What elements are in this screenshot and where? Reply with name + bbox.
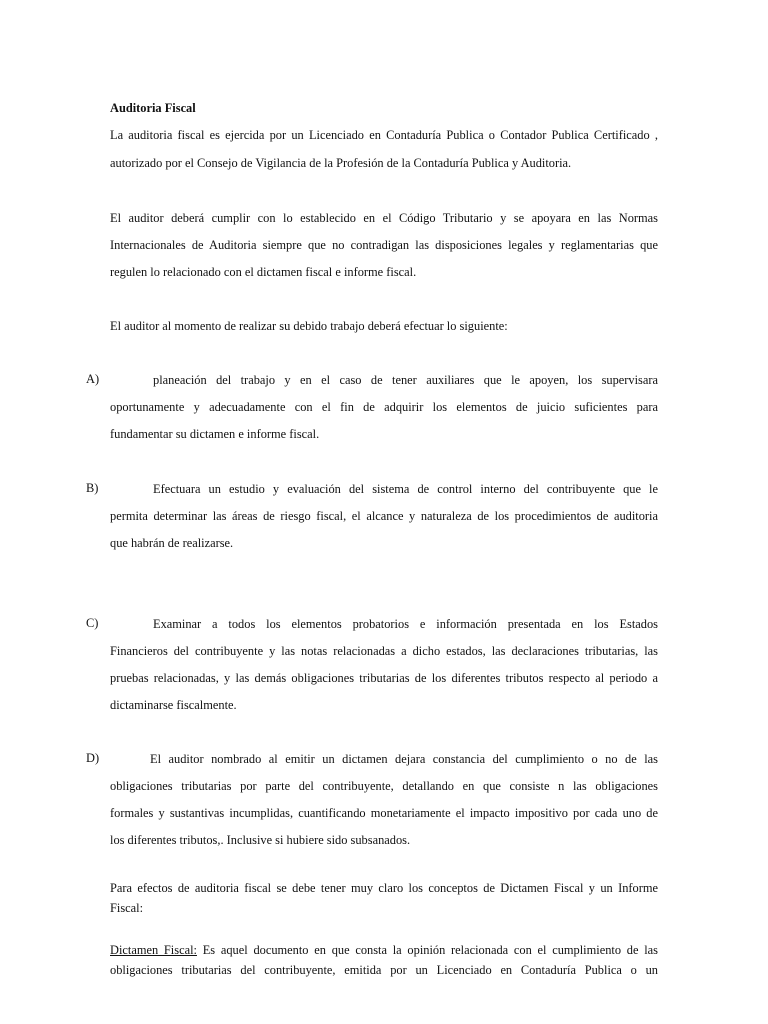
list-item-line: Financieros del contribuyente y las notas relacionadas a dicho estados, las declaraciones tributarias, las (110, 644, 658, 658)
list-item-line: oportunamente y adecuadamente con el fin de adquirir los elementos de juicio suficientes para (110, 400, 658, 414)
paragraph-line: Internacionales de Auditoria siempre que no contradigan las disposiciones legales y reglamentarias que (110, 238, 658, 252)
list-item-first-line: Examinar a todos los elementos probatorios e información presentada en los Estados (153, 617, 658, 631)
list-item-first-line: planeación del trabajo y en el caso de tener auxiliares que le apoyen, los supervisara (153, 373, 658, 387)
paragraph-line: Fiscal: (110, 901, 144, 915)
list-item-line: formales y sustantivas incumplidas, cuantificando monetariamente el impacto impositivo por cada uno de (110, 806, 658, 820)
list-item-line: permita determinar las áreas de riesgo fiscal, el alcance y naturaleza de los procedimientos de auditoria (110, 509, 658, 523)
list-item-first-line: Efectuara un estudio y evaluación del sistema de control interno del contribuyente que le (153, 482, 658, 496)
list-item-line: que habrán de realizarse. (110, 536, 234, 550)
paragraph-line: Para efectos de auditoria fiscal se debe tener muy claro los conceptos de Dictamen Fiscal y un Informe (110, 881, 658, 895)
list-item-line: fundamentar su dictamen e informe fiscal. (110, 427, 320, 441)
list-marker: C) (86, 616, 99, 630)
definition-line (110, 942, 658, 958)
list-item-line: dictaminarse fiscalmente. (110, 698, 237, 712)
definition-term: Dictamen Fiscal: (110, 943, 197, 957)
list-marker: D) (86, 751, 100, 765)
list-item-line: pruebas relacionadas, y las demás obligaciones tributarias de los diferentes tributos respecto al periodo a (110, 671, 658, 685)
list-item-first-line: El auditor nombrado al emitir un dictamen dejara constancia del cumplimiento o no de las (150, 752, 658, 766)
paragraph-line: regulen lo relacionado con el dictamen fiscal e informe fiscal. (110, 265, 417, 279)
paragraph-line: El auditor al momento de realizar su debido trabajo deberá efectuar lo siguiente: (110, 319, 508, 333)
paragraph-line: autorizado por el Consejo de Vigilancia de la Profesión de la Contaduría Publica y Auditoria. (110, 156, 572, 170)
list-marker: A) (86, 372, 100, 386)
section-title: Auditoria Fiscal (110, 101, 196, 115)
list-marker: B) (86, 481, 99, 495)
paragraph-line: El auditor deberá cumplir con lo establecido en el Código Tributario y se apoyara en las Normas (110, 211, 658, 225)
definition-line: obligaciones tributarias del contribuyente, emitida por un Licenciado en Contaduría Publica o un (110, 963, 658, 977)
paragraph-line: La auditoria fiscal es ejercida por un Licenciado en Contaduría Publica o Contador Publica Certificado , (110, 128, 658, 142)
definition-text: Es aquel documento en que consta la opinión relacionada con el cumplimiento de las (196, 943, 658, 957)
list-item-line: obligaciones tributarias por parte del contribuyente, detallando en que consiste n las obligaciones (110, 779, 658, 793)
list-item-line: los diferentes tributos,. Inclusive si hubiere sido subsanados. (110, 833, 411, 847)
